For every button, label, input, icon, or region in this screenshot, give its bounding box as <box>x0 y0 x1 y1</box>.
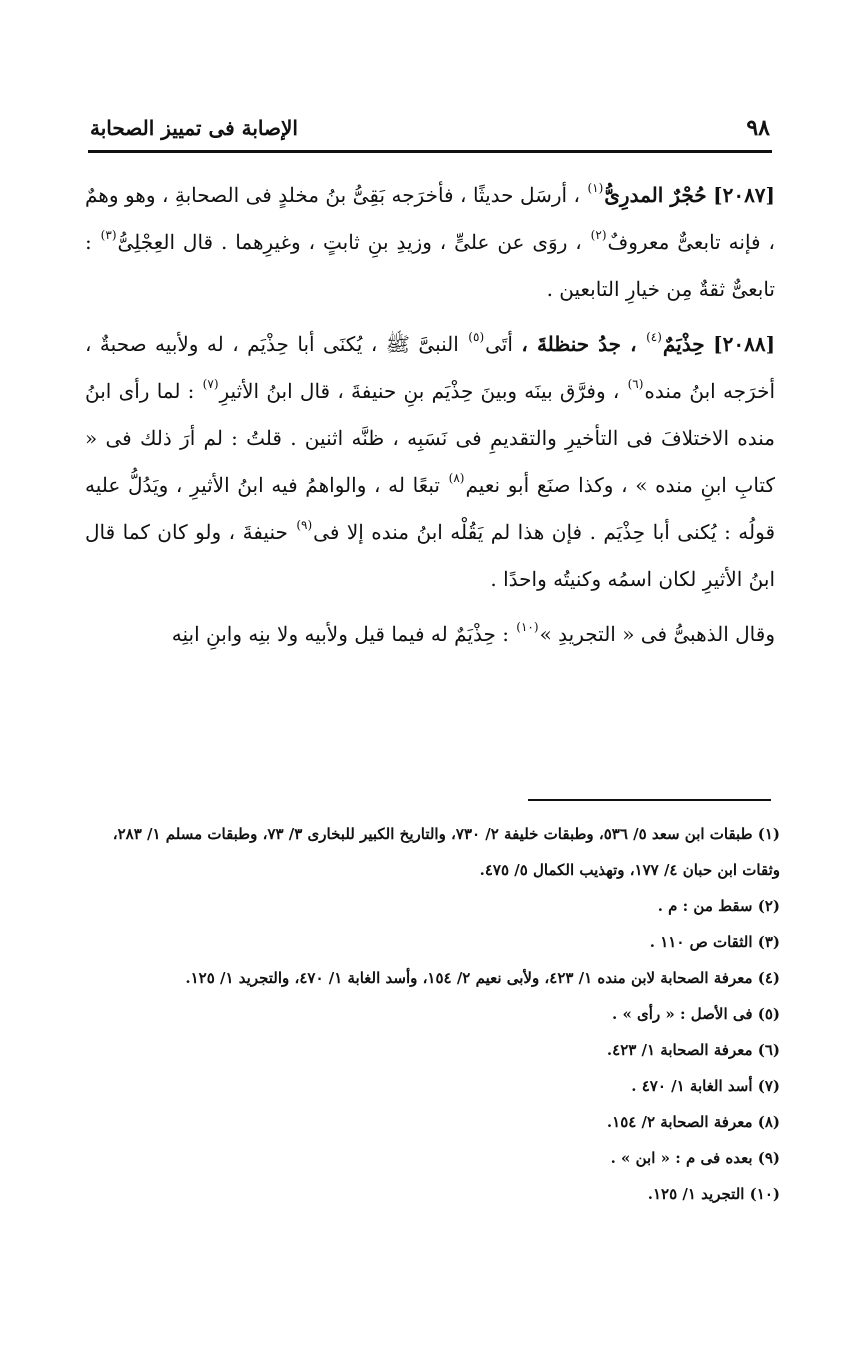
page-number: ٩٨ <box>746 115 770 141</box>
footnote-ref: (٨) <box>448 471 465 485</box>
entry-text: ، جدُ حنظلةَ ، <box>521 332 637 356</box>
footnote-ref: (٩) <box>296 518 313 532</box>
footnote-ref: (٥) <box>468 330 485 344</box>
entry-text: أتَى <box>485 332 513 356</box>
entry-name: حِذْيَمٌ <box>662 332 705 356</box>
entry-text: حنيفةَ ، ولو كان كما قال ابنُ الأثيرِ لكان اسمُه وكنيتُه واحدًا . <box>85 520 775 591</box>
entry-text: : حِذْيَمٌ له فيما قيل ولأبيه ولا بنِه وابنِ ابنِه <box>171 622 509 646</box>
entry-text: : لما رأى ابنُ منده الاختلافَ فى التأخيرِ والتقديمِ فى نَسَبِه ، ظنَّه اثنين . قلتُ : لم أرَ ذلك فى « كتابِ ابنِ منده » ، وكذا صنَع أبو نعيم <box>85 379 775 497</box>
entry-text: ، روَى عن علىٍّ ، وزيدِ بنِ ثابتٍ ، وغيرِهما . قال العِجْلِىُّ <box>117 230 582 254</box>
entry-number: [٢٠٨٧] <box>713 183 776 207</box>
paragraph-dhahabi <box>85 611 775 658</box>
footnote-ref: (٦) <box>627 377 644 391</box>
footnote: (٧) أسد الغابة ١/ ٤٧٠ . <box>631 1077 780 1095</box>
footnote: (٨) معرفة الصحابة ٢/ ١٥٤. <box>606 1113 780 1131</box>
footnote: (١٠) التجريد ١/ ١٢٥. <box>647 1185 780 1203</box>
footnote: (٣) الثقات ص ١١٠ . <box>649 933 780 951</box>
entry-text: : تابعىٌّ ثقةٌ مِن خيارِ التابعين . <box>85 230 775 301</box>
footnote-ref: (٢) <box>590 228 607 242</box>
entry-number: [٢٠٨٨] <box>713 332 776 356</box>
footnote: (٤) معرفة الصحابة لابن منده ١/ ٤٢٣، ولأبى نعيم ٢/ ١٥٤، وأسد الغابة ١/ ٤٧٠، والتجريد ١/ ١٢٥. <box>185 969 780 987</box>
entry-2087 <box>85 172 775 313</box>
footnote-ref: (١٠) <box>516 620 539 634</box>
footnote-ref: (٤) <box>646 330 662 344</box>
footnote: (٥) فى الأصل : « رأى » . <box>612 1005 780 1023</box>
entry-name: حُجْرٌ المدرِىُّ <box>604 183 707 207</box>
entry-text: ، وفرَّق بينَه وبينَ حِذْيَم بنِ حنيفةَ ، قال ابنُ الأثيرِ <box>219 379 620 403</box>
entry-text: تبعًا له ، والواهمُ فيه ابنُ الأثيرِ ، ويَدُلُّ عليه قولُه : يُكنى أبا حِذْيَم . فإن هذا لم يَقُلْه ابنُ منده إلا فى <box>85 473 776 544</box>
entry-text: ، أرسَل حديثًا ، فأخرَجه بَقِىُّ بنُ مخلدٍ فى الصحابةِ ، وهو وهمٌ ، فإنه تابعىٌّ معروفٌ <box>85 183 775 254</box>
footnote: (٢) سقط من : م . <box>657 897 780 915</box>
footnote-ref: (٧) <box>202 377 219 391</box>
entry-text: وقال الذهبىُّ فى « التجريدِ » <box>539 622 775 646</box>
footnote-separator <box>528 799 771 801</box>
footnote-ref: (١) <box>587 181 604 195</box>
footnote-ref: (٣) <box>100 228 117 242</box>
header-rule <box>88 150 772 153</box>
footnote: (٦) معرفة الصحابة ١/ ٤٢٣. <box>606 1041 780 1059</box>
footnote: (١) طبقات ابن سعد ٥/ ٥٣٦، وطبقات خليفة ٢/ ٧٣٠، والتاريخ الكبير للبخارى ٣/ ٧٣، وطبقات مسلم ١/ ٢٨٣، وثقات ابن حبان ٤/ ١٧٧، وتهذيب الكمال ٥/ ٤٧٥. <box>112 825 780 879</box>
main-text <box>85 172 775 666</box>
footnotes <box>80 816 780 1212</box>
footnote: (٩) بعده فى م : « ابن » . <box>610 1149 780 1167</box>
page-header <box>90 108 770 148</box>
entry-text: النبىَّ ﷺ ، يُكنَى أبا حِذْيَم ، له ولأبيه صحبةٌ ، أخرَجه ابنُ منده <box>85 332 776 403</box>
entry-2088 <box>85 321 775 603</box>
running-title: الإصابة فى تمييز الصحابة <box>90 116 298 140</box>
